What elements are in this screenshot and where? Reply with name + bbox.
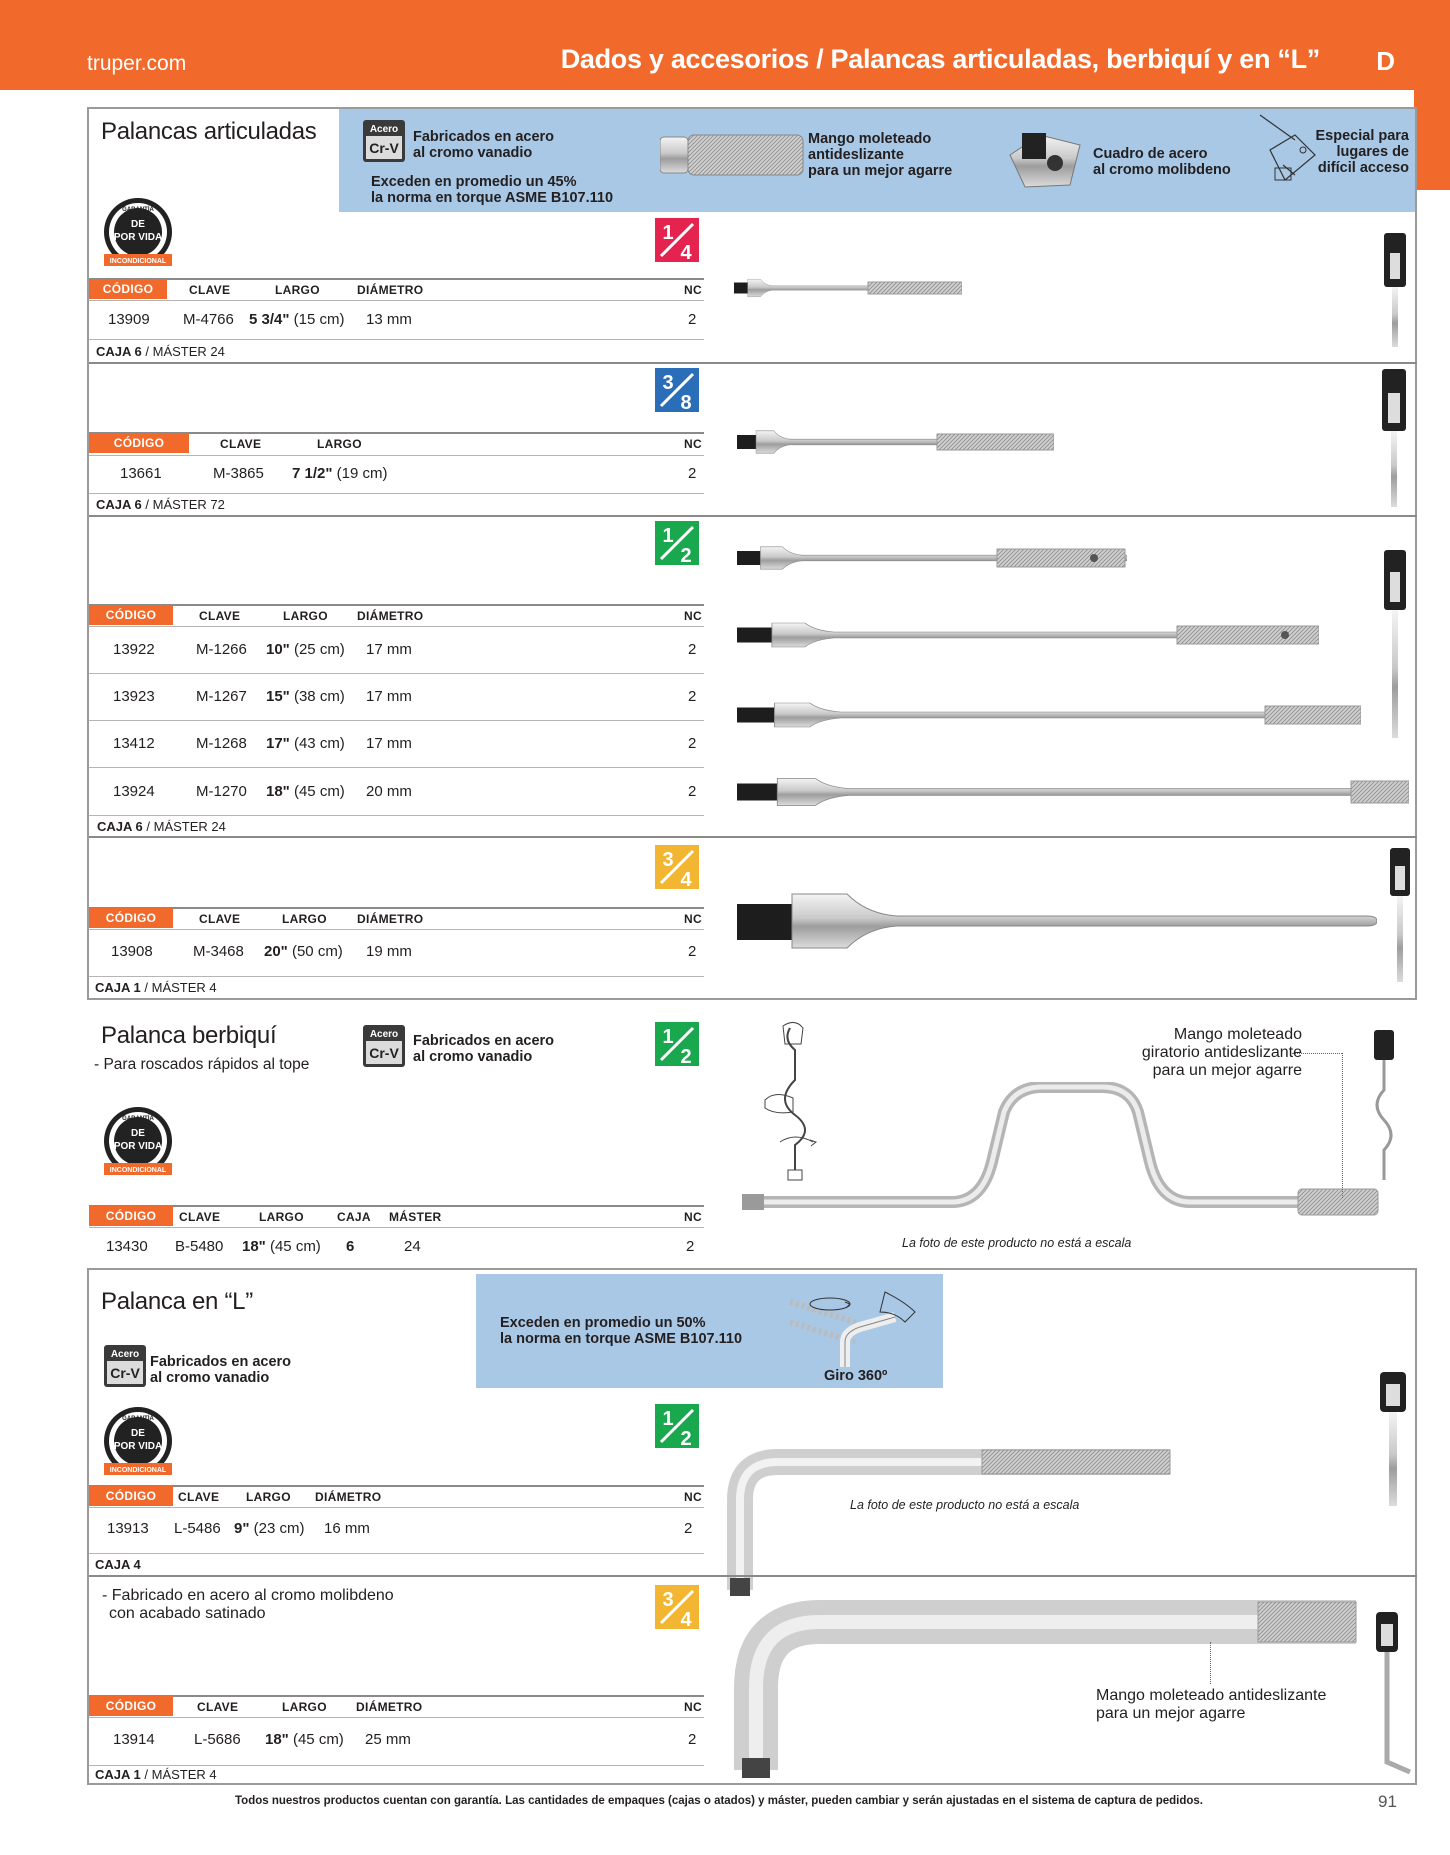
size-badge-quarter — [655, 218, 699, 267]
page-title: Dados y accesorios / Palancas articuladas, berbiquí y en “L” — [560, 44, 1320, 74]
crv-bottom-text: Cr-V — [369, 1045, 399, 1061]
table-header-rule — [89, 455, 704, 456]
table-top-rule — [89, 604, 704, 606]
package-image — [1382, 369, 1406, 514]
table-row — [0, 465, 710, 485]
caja-master: CAJA 6 / MÁSTER 24 — [97, 819, 226, 834]
caja-master: CAJA 1 / MÁSTER 4 — [95, 1767, 217, 1782]
cell-codigo: 13914 — [113, 1731, 155, 1748]
size-num: 1 — [662, 222, 674, 244]
crv-bottom-text: Cr-V — [110, 1365, 140, 1381]
col-nc: NC — [684, 1210, 702, 1224]
package-image — [1378, 1372, 1408, 1512]
cell-codigo: 13922 — [113, 641, 155, 658]
col-largo: LARGO — [275, 283, 320, 297]
table-top-rule — [89, 907, 704, 909]
seal-mid2-text: POR VIDA — [113, 1141, 163, 1152]
col-codigo: CÓDIGO — [89, 908, 173, 928]
col-caja: CAJA — [337, 1210, 371, 1224]
crv-top-text: Acero — [369, 124, 399, 135]
cell-largo: 18" (45 cm) — [242, 1238, 321, 1255]
group-divider — [89, 515, 1417, 517]
package-image — [1384, 550, 1406, 745]
table-bottom-rule — [89, 1765, 704, 1766]
row-rule — [89, 767, 704, 768]
product-image-13661 — [737, 428, 1054, 461]
cell-diametro: 13 mm — [366, 311, 412, 328]
col-clave: CLAVE — [220, 437, 262, 451]
size-den: 4 — [680, 242, 692, 262]
cell-clave: B-5480 — [175, 1238, 224, 1255]
size-badge-three-quarters — [655, 1585, 699, 1634]
cell-largo: 9" (23 cm) — [234, 1520, 305, 1537]
section-letter: D — [1376, 46, 1395, 76]
cell-nc: 2 — [688, 783, 697, 800]
table-row — [0, 943, 710, 963]
size-den: 2 — [680, 545, 692, 565]
caja-master: CAJA 1 / MÁSTER 4 — [95, 980, 217, 995]
caja-master: CAJA 4 — [95, 1557, 141, 1572]
material-note: - Fabricado en acero al cromo molibdeno con acabado satinado — [102, 1587, 394, 1622]
table-header-rule — [89, 1227, 704, 1228]
cell-codigo: 13908 — [111, 943, 153, 960]
table-header-rule — [89, 929, 704, 930]
package-image — [1376, 1612, 1416, 1782]
seal-top-text: GARANTÍA — [122, 1416, 154, 1422]
size-num: 3 — [662, 1589, 674, 1611]
lifetime-warranty-seal — [98, 1405, 178, 1490]
lifetime-warranty-seal — [98, 196, 178, 281]
col-codigo: CÓDIGO — [89, 1206, 173, 1226]
size-num: 3 — [662, 372, 674, 394]
col-largo: LARGO — [246, 1490, 291, 1504]
seal-mid2-text: POR VIDA — [113, 232, 163, 243]
seal-mid2-text: POR VIDA — [113, 1441, 163, 1452]
cell-clave: L-5486 — [174, 1520, 221, 1537]
square-drive-image — [1000, 115, 1090, 200]
cell-largo: 7 1/2" (19 cm) — [292, 465, 388, 482]
col-largo: LARGO — [283, 609, 328, 623]
cell-clave: M-1267 — [196, 688, 247, 705]
col-nc: NC — [684, 437, 702, 451]
cell-nc: 2 — [684, 1520, 693, 1537]
giro-label: Giro 360º — [824, 1368, 888, 1384]
crv-badge — [104, 1345, 146, 1392]
cell-codigo: 13430 — [106, 1238, 148, 1255]
row-rule — [89, 673, 704, 674]
feature-crv: Fabricados en acero al cromo vanadio — [150, 1354, 292, 1386]
site-url[interactable]: truper.com — [87, 52, 187, 75]
cell-largo: 18" (45 cm) — [265, 1731, 344, 1748]
cell-clave: M-3468 — [193, 943, 244, 960]
col-largo: LARGO — [317, 437, 362, 451]
col-largo: LARGO — [259, 1210, 304, 1224]
col-nc: NC — [684, 609, 702, 623]
seal-mid1-text: DE — [131, 219, 145, 230]
cell-nc: 2 — [688, 735, 697, 752]
table-header-rule — [89, 1507, 704, 1508]
cell-nc: 2 — [688, 1731, 697, 1748]
cell-largo: 18" (45 cm) — [266, 783, 345, 800]
cell-codigo: 13913 — [107, 1520, 149, 1537]
table-bottom-rule — [89, 815, 704, 816]
page-header — [0, 0, 1450, 90]
table-top-rule — [89, 1485, 704, 1487]
col-diametro: DIÁMETRO — [357, 609, 424, 623]
cell-clave: M-1270 — [196, 783, 247, 800]
cell-codigo: 13661 — [120, 465, 162, 482]
size-den: 4 — [680, 869, 692, 889]
section-title: Palancas articuladas — [101, 118, 317, 145]
cell-largo: 15" (38 cm) — [266, 688, 345, 705]
table-bottom-rule — [89, 493, 704, 494]
cell-largo: 5 3/4" (15 cm) — [249, 311, 345, 328]
table-row — [0, 1520, 710, 1540]
col-clave: CLAVE — [199, 609, 241, 623]
product-image-13909 — [734, 277, 962, 304]
cell-largo: 10" (25 cm) — [266, 641, 345, 658]
seal-bottom-text: INCONDICIONAL — [109, 1167, 167, 1174]
caja-master: CAJA 6 / MÁSTER 72 — [96, 497, 225, 512]
col-diametro: DIÁMETRO — [315, 1490, 382, 1504]
scale-caption: La foto de este producto no está a escala — [902, 1236, 1132, 1250]
col-codigo: CÓDIGO — [89, 1696, 173, 1716]
caja-master: CAJA 6 / MÁSTER 24 — [96, 344, 225, 359]
crv-top-text: Acero — [110, 1349, 140, 1360]
cell-diametro: 17 mm — [366, 735, 412, 752]
section-subtitle: - Para roscados rápidos al tope — [94, 1056, 310, 1073]
table-row — [0, 688, 710, 708]
col-nc: NC — [684, 1490, 702, 1504]
col-clave: CLAVE — [199, 912, 241, 926]
seal-bottom-text: INCONDICIONAL — [109, 1467, 167, 1474]
group-divider — [89, 362, 1417, 364]
product-image-13412 — [737, 700, 1361, 735]
product-image-13913 — [722, 1440, 1172, 1605]
size-badge-half — [655, 1022, 699, 1071]
cell-nc: 2 — [686, 1238, 695, 1255]
size-num: 1 — [662, 1026, 674, 1048]
col-diametro: DIÁMETRO — [357, 283, 424, 297]
table-header-rule — [89, 626, 704, 627]
crv-badge — [363, 1025, 405, 1072]
table-row — [0, 1731, 710, 1751]
feature-crv: Fabricados en acero al cromo vanadio — [413, 129, 555, 161]
product-image-13908 — [737, 886, 1377, 961]
cell-largo: 20" (50 cm) — [264, 943, 343, 960]
cell-clave: M-4766 — [183, 311, 234, 328]
cell-clave: M-3865 — [213, 465, 264, 482]
feature-crv: Fabricados en acero al cromo vanadio — [413, 1033, 555, 1065]
cell-diametro: 17 mm — [366, 688, 412, 705]
table-row — [0, 783, 710, 803]
product-image-13430 — [742, 1082, 1382, 1237]
col-nc: NC — [684, 283, 702, 297]
cell-caja: 6 — [346, 1238, 355, 1255]
cell-codigo: 13909 — [108, 311, 150, 328]
row-rule — [89, 720, 704, 721]
cell-nc: 2 — [688, 688, 697, 705]
table-row — [0, 735, 710, 755]
table-top-rule — [89, 278, 704, 280]
size-num: 1 — [662, 1408, 674, 1430]
page-number: 91 — [1378, 1792, 1397, 1811]
package-image — [1370, 1030, 1420, 1195]
col-nc: NC — [684, 912, 702, 926]
feature-torque: Exceden en promedio un 45% la norma en torque ASME B107.110 — [371, 174, 614, 206]
cell-diametro: 25 mm — [365, 1731, 411, 1748]
table-top-rule — [89, 1695, 704, 1697]
col-nc: NC — [684, 1700, 702, 1714]
size-den: 4 — [680, 1609, 692, 1629]
col-codigo: CÓDIGO — [89, 1486, 173, 1506]
size-badge-three-quarters — [655, 845, 699, 894]
callout-line — [1210, 1642, 1211, 1684]
rotation-diagram — [785, 1282, 925, 1377]
callout-line — [1292, 1053, 1342, 1054]
group-divider — [89, 836, 1417, 838]
table-row — [0, 311, 710, 331]
size-badge-half — [655, 521, 699, 570]
cell-diametro: 17 mm — [366, 641, 412, 658]
table-header-rule — [89, 1717, 704, 1718]
cell-diametro: 19 mm — [366, 943, 412, 960]
size-badge-three-eighths — [655, 368, 699, 417]
seal-bottom-text: INCONDICIONAL — [109, 258, 167, 265]
col-largo: LARGO — [282, 1700, 327, 1714]
package-image — [1390, 848, 1410, 988]
size-num: 1 — [662, 525, 674, 547]
package-image — [1384, 233, 1406, 353]
callout-line — [1342, 1053, 1343, 1198]
size-den: 8 — [680, 392, 692, 412]
col-clave: CLAVE — [197, 1700, 239, 1714]
table-top-rule — [89, 1205, 704, 1207]
cell-codigo: 13412 — [113, 735, 155, 752]
cell-master: 24 — [404, 1238, 421, 1255]
lifetime-warranty-seal — [98, 1105, 178, 1190]
size-den: 2 — [680, 1046, 692, 1066]
table-row — [0, 641, 710, 661]
product-image-13922 — [737, 544, 1127, 577]
cell-codigo: 13924 — [113, 783, 155, 800]
knurled-handle-image — [660, 133, 805, 182]
cell-clave: M-1268 — [196, 735, 247, 752]
cell-nc: 2 — [688, 641, 697, 658]
footer-disclaimer: Todos nuestros productos cuentan con garantía. Las cantidades de empaques (cajas o atados) y máster, pueden cambiar y serán ajustadas en el sistema de captura de pedidos. — [235, 1795, 1204, 1807]
cell-nc: 2 — [688, 943, 697, 960]
cell-largo: 17" (43 cm) — [266, 735, 345, 752]
feature-torque: Exceden en promedio un 50% la norma en torque ASME B107.110 — [500, 1315, 743, 1347]
col-clave: CLAVE — [179, 1210, 221, 1224]
seal-mid1-text: DE — [131, 1128, 145, 1139]
feature-cuadro: Cuadro de acero al cromo molibdeno — [1093, 146, 1231, 178]
col-codigo: CÓDIGO — [89, 279, 167, 299]
cell-codigo: 13923 — [113, 688, 155, 705]
crv-bottom-text: Cr-V — [369, 140, 399, 156]
table-row — [0, 1238, 710, 1258]
cell-clave: L-5686 — [194, 1731, 241, 1748]
cell-diametro: 16 mm — [324, 1520, 370, 1537]
col-clave: CLAVE — [189, 283, 231, 297]
col-master: MÁSTER — [389, 1210, 442, 1224]
size-num: 3 — [662, 849, 674, 871]
col-codigo: CÓDIGO — [89, 605, 173, 625]
product-image-13924 — [737, 775, 1409, 814]
product-image-13923 — [737, 620, 1319, 655]
table-header-rule — [89, 300, 704, 301]
feature-mango: Mango moleteado antideslizante para un mejor agarre — [808, 131, 953, 179]
col-diametro: DIÁMETRO — [356, 1700, 423, 1714]
cell-clave: M-1266 — [196, 641, 247, 658]
crv-badge — [363, 120, 405, 167]
section-title: Palanca berbiquí — [101, 1022, 277, 1049]
scale-caption: La foto de este producto no está a escala — [850, 1498, 1080, 1512]
section-tab — [1414, 90, 1450, 190]
col-largo: LARGO — [282, 912, 327, 926]
col-clave: CLAVE — [178, 1490, 220, 1504]
col-codigo: CÓDIGO — [89, 433, 189, 453]
col-diametro: DIÁMETRO — [357, 912, 424, 926]
group-divider — [89, 1575, 1417, 1577]
mango-label: Mango moleteado antideslizante para un mejor agarre — [1096, 1687, 1327, 1722]
section-title: Palanca en “L” — [101, 1288, 253, 1315]
mango-label: Mango moleteado giratorio antideslizante para un mejor agarre — [1141, 1026, 1302, 1079]
table-bottom-rule — [89, 339, 704, 340]
table-bottom-rule — [89, 976, 704, 977]
cell-nc: 2 — [688, 311, 697, 328]
feature-especial: Especial para lugares de difícil acceso — [1315, 128, 1409, 176]
cell-diametro: 20 mm — [366, 783, 412, 800]
size-den: 2 — [680, 1428, 692, 1448]
seal-top-text: GARANTÍA — [122, 207, 154, 213]
crv-top-text: Acero — [369, 1029, 399, 1040]
cell-nc: 2 — [688, 465, 697, 482]
seal-mid1-text: DE — [131, 1428, 145, 1439]
size-badge-half — [655, 1404, 699, 1453]
table-bottom-rule — [89, 1553, 704, 1554]
seal-top-text: GARANTÍA — [122, 1116, 154, 1122]
